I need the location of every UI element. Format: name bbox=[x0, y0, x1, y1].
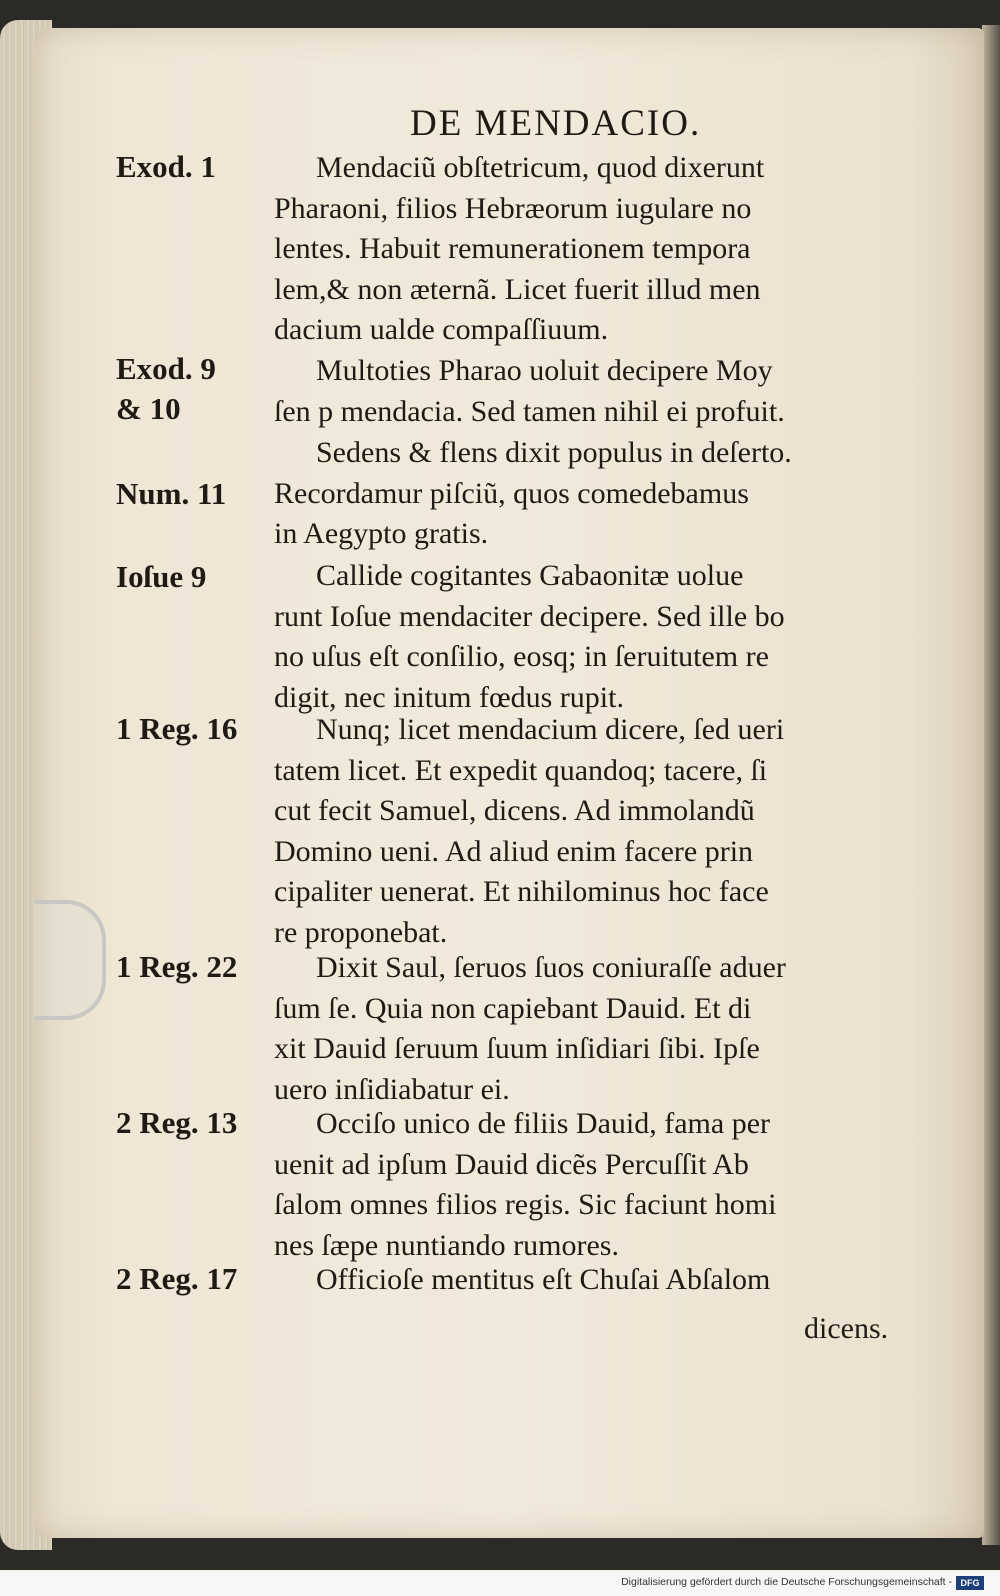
catchword: dicens. bbox=[804, 1312, 889, 1345]
paragraph bbox=[274, 148, 924, 351]
text-line: Callide cogitantes Gabaonitæ uolue bbox=[316, 559, 744, 592]
margin-reference: Exod. 9 bbox=[116, 351, 216, 386]
text-line: cipaliter uenerat. Et nihilominus hoc face bbox=[274, 875, 769, 909]
text-line: cut fecit Samuel, dicens. Ad immolandũ bbox=[274, 794, 755, 828]
book-page bbox=[34, 28, 984, 1538]
text-line: Recordamur piſciũ, quos comedebamus bbox=[274, 476, 749, 510]
paragraph bbox=[274, 433, 924, 555]
text-line: Nunq; licet mendacium dicere, ſed ueri bbox=[316, 713, 785, 746]
text-line: digit, nec initum fœdus rupit. bbox=[274, 680, 624, 714]
text-line: Pharaoni, filios Hebræorum iugulare no bbox=[274, 191, 752, 225]
margin-reference: Ioſue 9 bbox=[116, 559, 207, 594]
text-line: Multoties Pharao uoluit decipere Moy bbox=[316, 354, 773, 387]
margin-reference: Num. 11 bbox=[116, 476, 227, 511]
paragraph bbox=[274, 948, 924, 1110]
running-head: DE MENDACIO. bbox=[410, 103, 702, 144]
text-line: Officioſe mentitus eſt Chuſai Abſalom bbox=[316, 1263, 771, 1296]
text-line: xit Dauid ſeruum ſuum inſidiari ſibi. Ipſe bbox=[274, 1032, 760, 1066]
margin-reference: 2 Reg. 17 bbox=[116, 1261, 238, 1296]
text-line: Occiſo unico de filiis Dauid, fama per bbox=[316, 1107, 771, 1140]
text-line: in Aegypto gratis. bbox=[274, 517, 489, 551]
paragraph bbox=[274, 556, 924, 718]
paragraph bbox=[274, 1104, 924, 1266]
text-line: Mendaciũ obſtetricum, quod dixerunt bbox=[316, 151, 765, 184]
page-clip bbox=[34, 900, 106, 1020]
text-line: uero inſidiabatur ei. bbox=[274, 1072, 510, 1106]
paragraph bbox=[274, 351, 924, 432]
text-line: Dixit Saul, ſeruos ſuos coniuraſſe aduer bbox=[316, 951, 786, 984]
text-line: uenit ad ipſum Dauid dicẽs Percuſſit Ab bbox=[274, 1147, 749, 1181]
margin-reference: Exod. 1 bbox=[116, 149, 216, 184]
text-line: lentes. Habuit remunerationem tempora bbox=[274, 232, 751, 266]
text-line: nes ſæpe nuntiando rumores. bbox=[274, 1228, 619, 1262]
text-line: Sedens & flens dixit populus in deſerto. bbox=[316, 436, 792, 469]
margin-reference: & 10 bbox=[116, 391, 181, 426]
text-line: Domino ueni. Ad aliud enim facere prin bbox=[274, 834, 754, 868]
margin-reference: 1 Reg. 16 bbox=[116, 711, 238, 746]
margin-reference: 1 Reg. 22 bbox=[116, 949, 238, 984]
digitization-footer bbox=[0, 1572, 1000, 1596]
book-right-edge bbox=[982, 25, 1000, 1545]
text-line: runt Ioſue mendaciter decipere. Sed ille bo bbox=[274, 599, 785, 633]
text-line: lem,& non æternã. Licet fuerit illud men bbox=[274, 272, 761, 306]
margin-reference: 2 Reg. 13 bbox=[116, 1105, 238, 1140]
text-line: ſen p mendacia. Sed tamen nihil ei profuit. bbox=[274, 394, 785, 428]
text-line: ſum ſe. Quia non capiebant Dauid. Et di bbox=[274, 991, 752, 1025]
paragraph bbox=[274, 710, 924, 954]
paragraph bbox=[274, 1260, 924, 1301]
text-line: ſalom omnes filios regis. Sic faciunt homi bbox=[274, 1188, 777, 1222]
footer-credit: Digitalisierung gefördert durch die Deutsche Forschungsgemeinschaft - bbox=[621, 1576, 952, 1588]
text-line: tatem licet. Et expedit quandoq; tacere, ſi bbox=[274, 753, 768, 787]
text-line: no uſus eſt conſilio, eosq; in ſeruitutem re bbox=[274, 640, 769, 674]
dfg-logo: DFG bbox=[956, 1576, 984, 1590]
text-line: re proponebat. bbox=[274, 915, 448, 949]
text-line: dacium ualde compaſſiuum. bbox=[274, 313, 609, 347]
